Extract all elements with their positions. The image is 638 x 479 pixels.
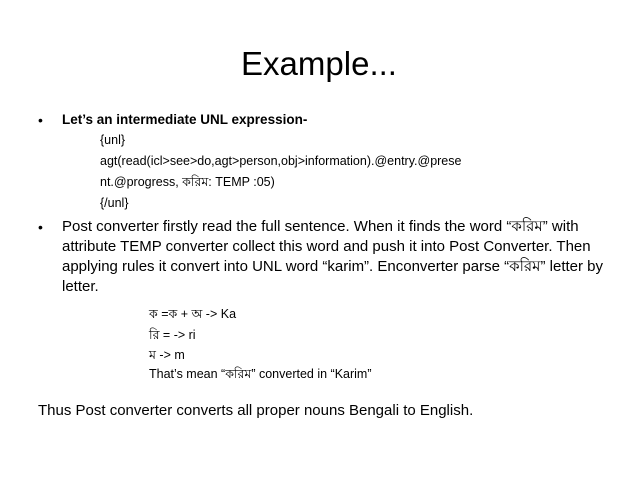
slide-title: Example... (241, 45, 397, 82)
bullet-text: Post converter firstly read the full sentence. When it finds the word “করিম” with attribute TEMP converter collect this word and push it into Post Converter. Then applying rules it convert into UNL word “karim”. Enconverter parse “করিম” letter by letter. (62, 218, 603, 295)
conversion-line: That’s mean “করিম” converted in “Karim” (149, 367, 372, 381)
conclusion-text: Thus Post converter converts all proper nouns Bengali to English. (38, 402, 474, 419)
unl-line: {/unl} (100, 196, 129, 210)
unl-line: agt(read(icl>see>do,agt>person,obj>information).@entry.@prese (100, 154, 462, 168)
unl-line: nt.@progress, করিম: TEMP :05) (100, 175, 275, 189)
conversion-line: ক =ক + অ -> Ka (149, 307, 237, 321)
conversion-line: রি = -> ri (149, 328, 196, 342)
conversion-line: ম -> m (149, 348, 185, 362)
bullet-text: Let’s an intermediate UNL expression- (62, 112, 308, 127)
unl-line: {unl} (100, 133, 126, 147)
bullet-marker: • (38, 219, 43, 235)
bullet-marker: • (38, 112, 43, 128)
